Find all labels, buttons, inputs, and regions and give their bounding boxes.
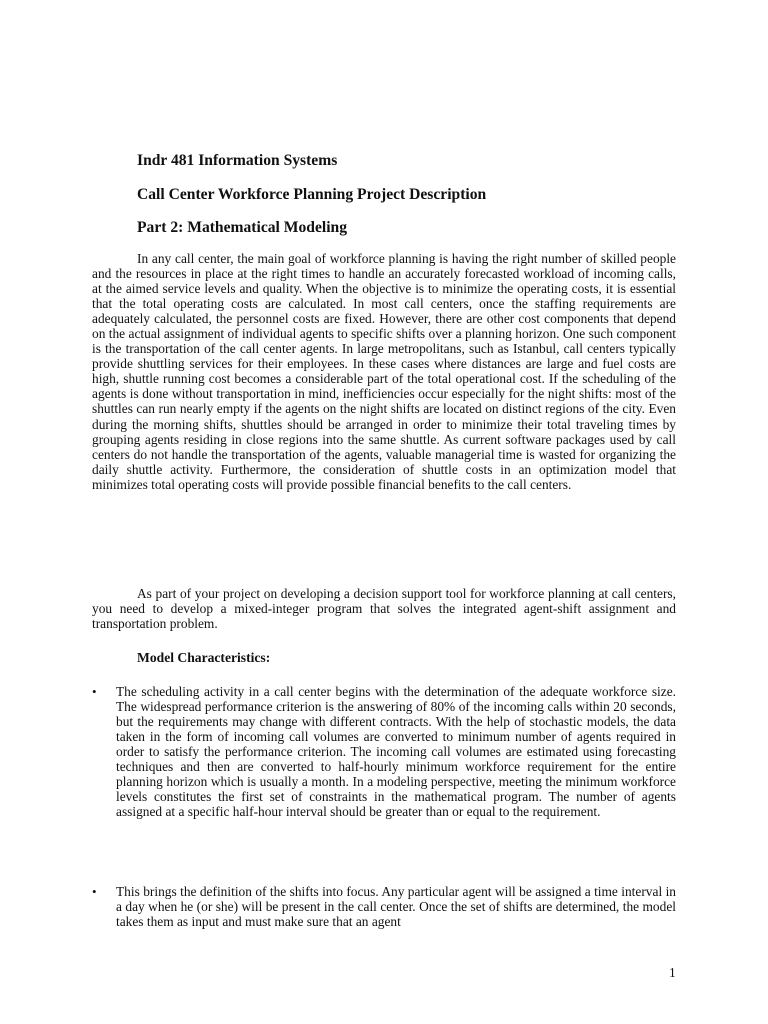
course-title: Indr 481 Information Systems [137,152,338,169]
intro-paragraph-text: In any call center, the main goal of workforce planning is having the right number of skilled people and the resources in place at the right times to handle an accurately forecasted workload of incoming calls, at the aimed service levels and quality. When the objective is to minimize the operating costs, it is essential that the total operating costs are calculated. In most call centers, once the staffing requirements are adequately calculated, the personnel costs are fixed. However, there are other cost components that depend on the actual assignment of individual agents to specific shifts over a planning horizon. One such component is the transportation of the call center agents. In large metropolitans, such as Istanbul, call centers typically provide shuttling services for their employees. In these cases where distances are large and fuel costs are high, shuttle running cost becomes a considerable part of the total operational cost. If the scheduling of the agents is done without transportation in mind, inefficiencies occur especially for the night shifts: most of the shuttles can run nearly empty if the agents on the night shifts are located on distinct regions of the city. Even during the morning shifts, shuttles should be arranged in order to minimize their total traveling times by grouping agents residing in close regions into the same shuttle. As current software packages used by call centers do not handle the transportation of the agents, valuable managerial time is wasted for organizing the daily shuttle activity. Furthermore, the consideration of shuttle costs in an optimization model that minimizes total operating costs will provide possible financial benefits to the call centers. [92,251,676,492]
model-characteristics-heading: Model Characteristics: [137,650,271,665]
part-title: Part 2: Mathematical Modeling [137,219,348,236]
bullet-text: This brings the definition of the shifts into focus. Any particular agent will be assigned a time interval in a day when he (or she) will be present in the call center. Once the set of shifts are determined, the model takes them as input and must make sure that an agent [116,884,676,930]
project-paragraph [92,586,676,631]
project-paragraph-text: As part of your project on developing a decision support tool for workforce planning at call centers, you need to develop a mixed-integer program that solves the integrated agent-shift assignment and transportation problem. [92,586,676,632]
bullet-text: The scheduling activity in a call center begins with the determination of the adequate workforce size. The widespread performance criterion is the answering of 80% of the incoming calls within 20 seconds, but the requirements may change with different contracts. With the help of stochastic models, the data taken in the form of incoming call volumes are converted to minimum number of agents required in order to satisfy the performance criterion. The incoming call volumes are estimated using forecasting techniques and then are converted to half-hourly minimum workforce requirement for the entire planning horizon which is usually a month. In a modeling perspective, meeting the minimum workforce levels constitutes the first set of constraints in the mathematical program. The number of agents assigned at a specific half-hour interval should be greater than or equal to the requirement. [116,684,676,820]
intro-paragraph [92,251,676,492]
bullet-icon: • [92,684,97,699]
bullet-icon: • [92,884,97,899]
page-number: 1 [669,965,676,980]
project-title: Call Center Workforce Planning Project Description [137,186,487,203]
